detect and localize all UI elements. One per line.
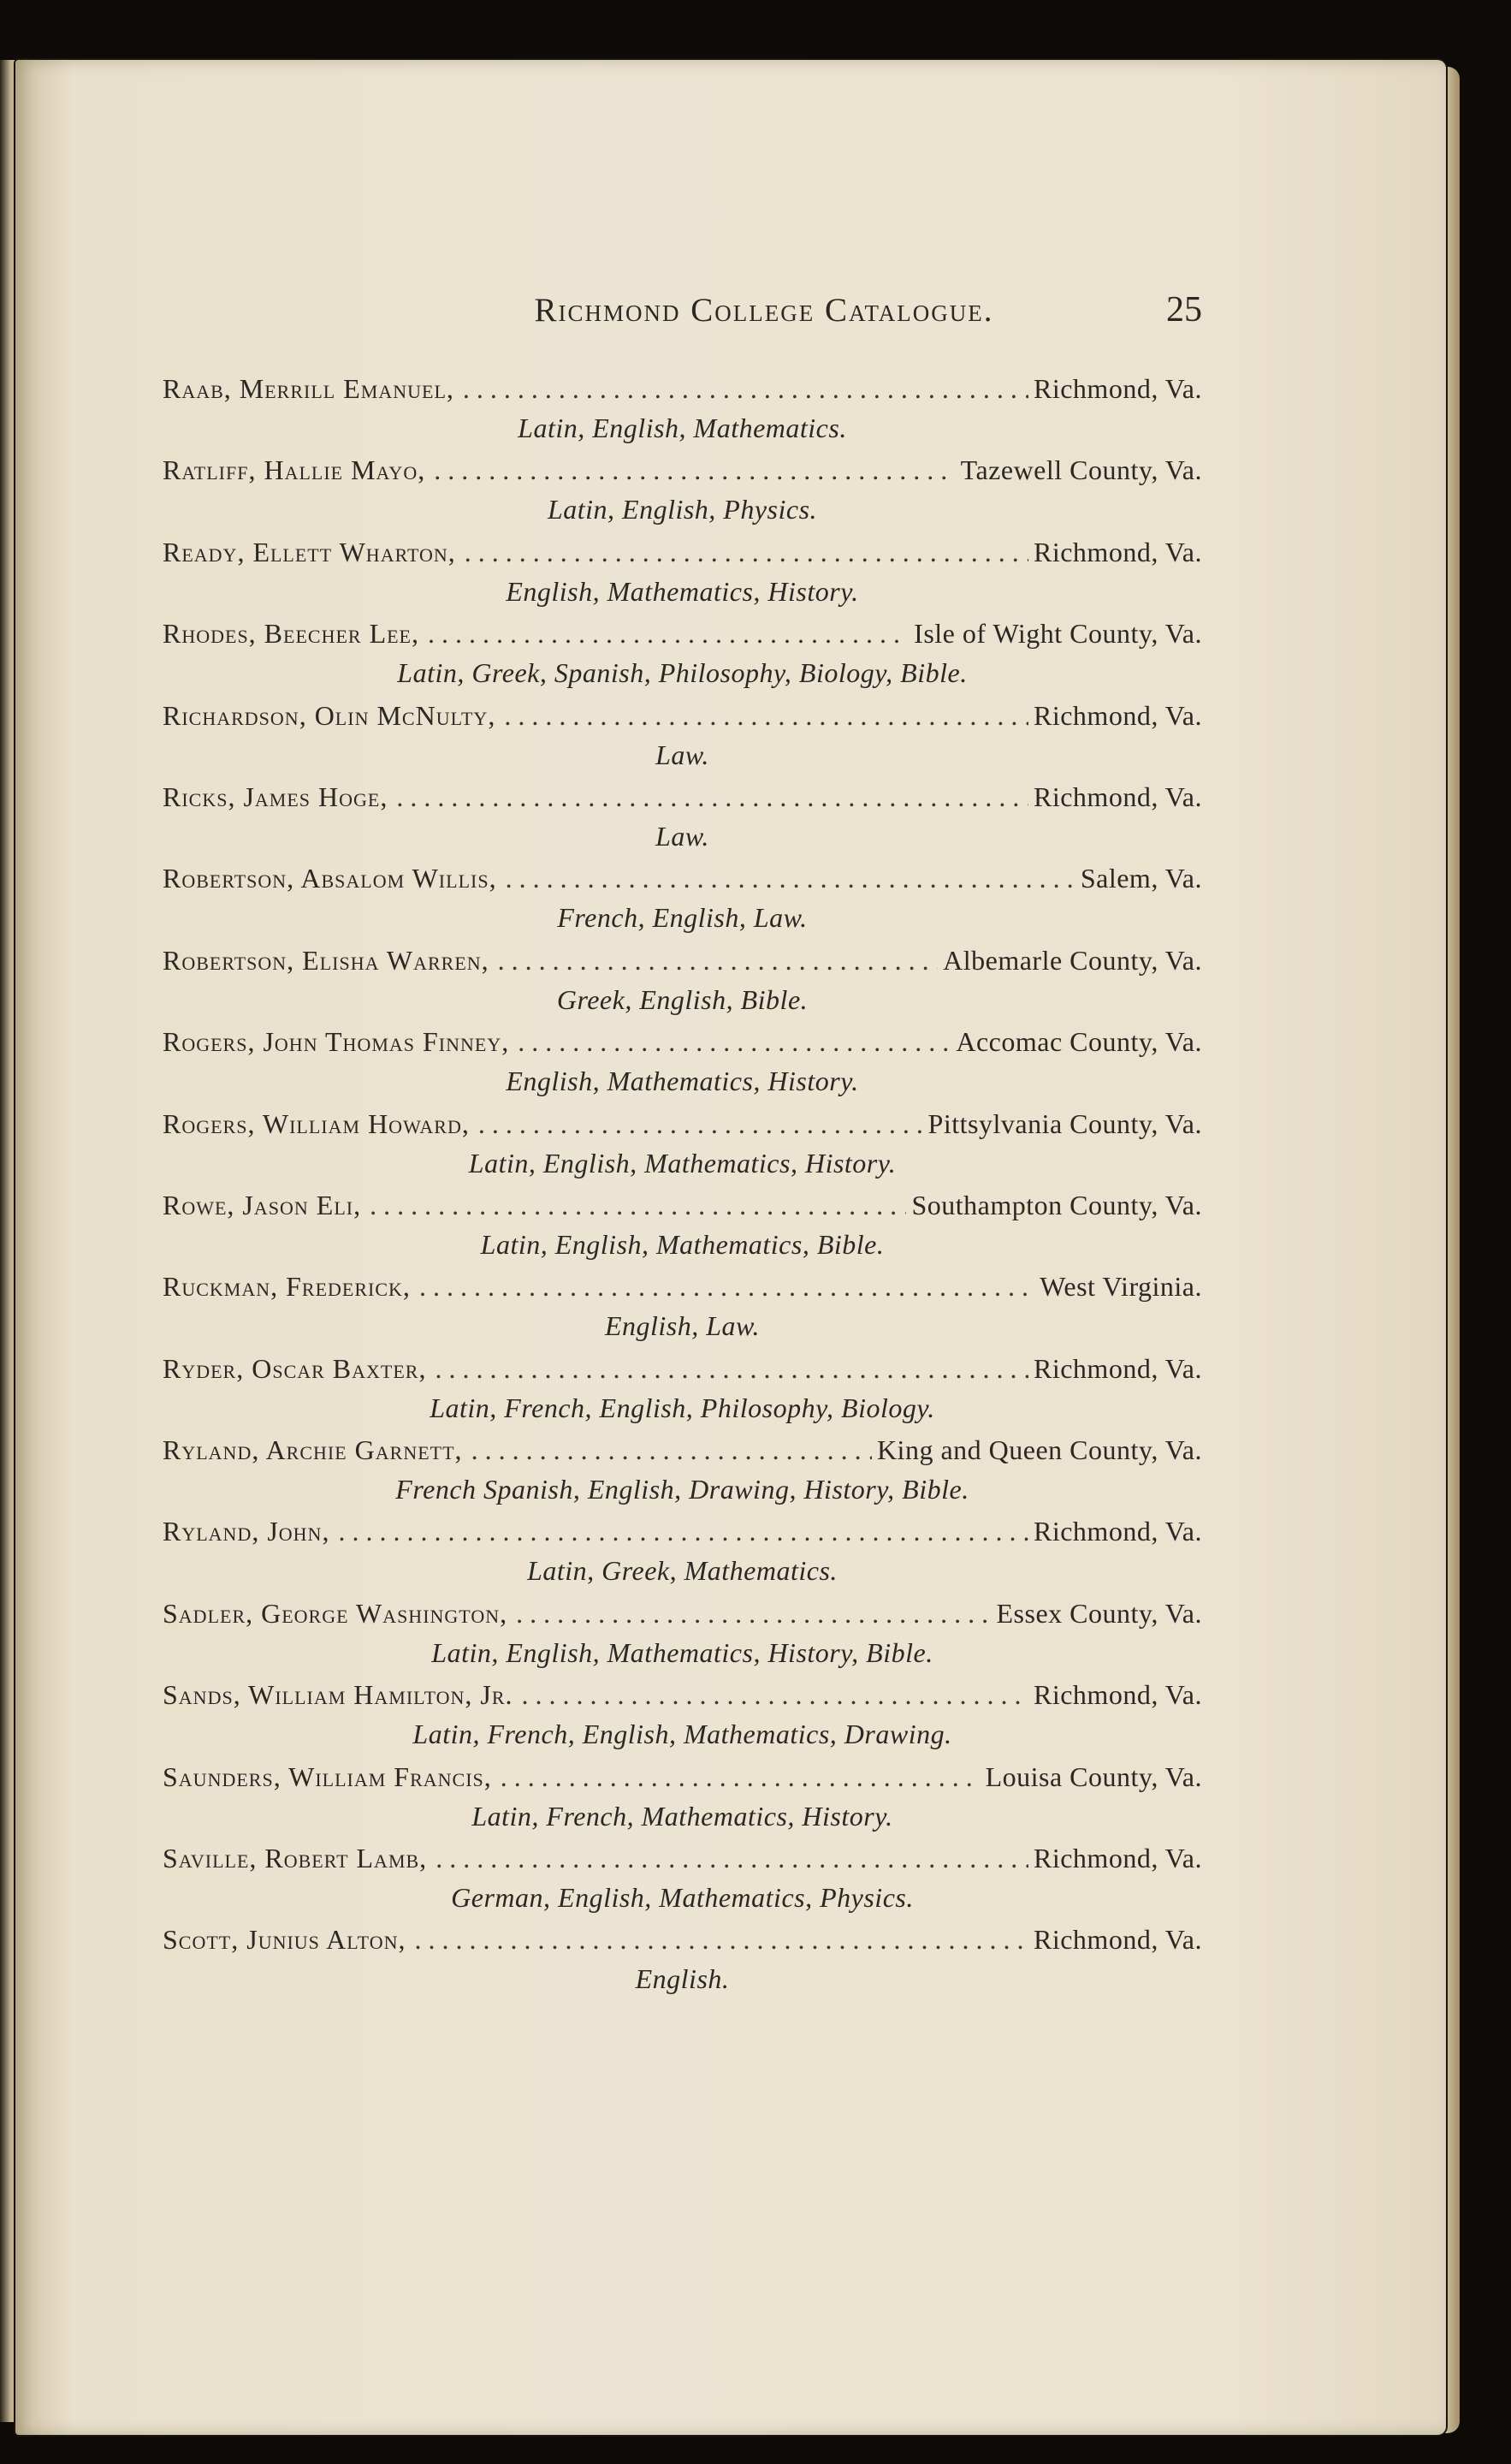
entry-line <box>163 618 1202 657</box>
hometown: Albemarle County, Va. <box>943 944 1202 976</box>
entry-line <box>163 781 1202 821</box>
entry-line <box>163 537 1202 576</box>
courses-taken: French Spanish, English, Drawing, History, Bible. <box>395 1474 969 1505</box>
dot-leader <box>506 863 1075 894</box>
dot-leader <box>463 373 1028 405</box>
dot-leader <box>415 1924 1028 1956</box>
hometown: Richmond, Va. <box>1033 1352 1202 1384</box>
student-name: Scott, Junius Alton, <box>163 1924 406 1956</box>
student-entry <box>163 454 1202 536</box>
student-entry <box>163 1271 1202 1352</box>
entry-line <box>163 1761 1202 1801</box>
entry-line <box>163 1026 1202 1066</box>
dot-leader <box>471 1434 872 1466</box>
courses-taken: German, English, Mathematics, Physics. <box>451 1882 914 1914</box>
courses-taken: Latin, Greek, Mathematics. <box>527 1555 838 1587</box>
student-entry <box>163 1516 1202 1597</box>
dot-leader <box>436 1843 1028 1874</box>
hometown: Isle of Wight County, Va. <box>914 618 1202 650</box>
courses-taken: Greek, English, Bible. <box>556 983 809 1015</box>
entry-line <box>163 1843 1202 1882</box>
student-entry <box>163 1026 1202 1107</box>
dot-leader <box>370 1190 906 1221</box>
hometown: Richmond, Va. <box>1033 1924 1202 1956</box>
hometown: Richmond, Va. <box>1033 1679 1202 1711</box>
dot-leader <box>338 1516 1028 1547</box>
student-entry <box>163 700 1202 781</box>
hometown: Richmond, Va. <box>1033 1843 1202 1874</box>
courses-taken: English, Mathematics, History. <box>506 1066 859 1097</box>
hometown: West Virginia. <box>1040 1271 1202 1303</box>
student-name: Ryland, Archie Garnett, <box>163 1434 463 1466</box>
courses-taken: Latin, English, Mathematics, Bible. <box>480 1228 885 1260</box>
student-name: Ricks, James Hoge, <box>163 781 388 812</box>
student-entry <box>163 1924 1202 2005</box>
dot-leader <box>516 1598 991 1630</box>
hometown: Louisa County, Va. <box>985 1760 1202 1792</box>
courses-taken: Law. <box>655 739 709 770</box>
entry-line <box>163 373 1202 413</box>
entry-line <box>163 1516 1202 1555</box>
dot-leader <box>504 700 1028 732</box>
student-name: Raab, Merrill Emanuel, <box>163 373 454 404</box>
student-entry <box>163 1353 1202 1434</box>
hometown: Essex County, Va. <box>996 1597 1202 1629</box>
dot-leader <box>518 1026 951 1058</box>
student-entry <box>163 1434 1202 1516</box>
hometown: Richmond, Va. <box>1033 1516 1202 1547</box>
student-name: Sands, William Hamilton, Jr. <box>163 1679 513 1711</box>
entry-line <box>163 863 1202 902</box>
student-name: Robertson, Elisha Warren, <box>163 944 489 976</box>
entry-line <box>163 700 1202 739</box>
courses-taken: French, English, Law. <box>557 902 808 934</box>
student-entry <box>163 1598 1202 1679</box>
student-name: Rhodes, Beecher Lee, <box>163 618 419 650</box>
student-entry <box>163 863 1202 944</box>
entry-line <box>163 1271 1202 1310</box>
student-name: Saunders, William Francis, <box>163 1760 492 1792</box>
student-entry <box>163 537 1202 618</box>
student-entry <box>163 945 1202 1026</box>
student-name: Rowe, Jason Eli, <box>163 1189 362 1220</box>
dot-leader <box>428 618 909 650</box>
hometown: King and Queen County, Va. <box>876 1434 1202 1466</box>
hometown: Richmond, Va. <box>1033 373 1202 404</box>
entry-line <box>163 1598 1202 1637</box>
hometown: Pittsylvania County, Va. <box>927 1107 1202 1139</box>
hometown: Richmond, Va. <box>1033 781 1202 812</box>
student-entry <box>163 373 1202 454</box>
dot-leader <box>434 454 955 486</box>
entry-line <box>163 454 1202 494</box>
courses-taken: Law. <box>655 820 709 852</box>
courses-taken: Latin, English, Mathematics, History, Bible. <box>431 1636 933 1668</box>
entry-line <box>163 1924 1202 1963</box>
hometown: Richmond, Va. <box>1033 536 1202 567</box>
student-name: Saville, Robert Lamb, <box>163 1843 428 1874</box>
hometown: Accomac County, Va. <box>956 1026 1202 1058</box>
courses-taken: Latin, Greek, Spanish, Philosophy, Biology, Bible. <box>397 657 968 689</box>
student-entry <box>163 781 1202 863</box>
student-entry <box>163 1190 1202 1271</box>
dot-leader <box>498 945 938 977</box>
student-name: Ratliff, Hallie Mayo, <box>163 454 426 486</box>
hometown: Salem, Va. <box>1080 863 1202 894</box>
student-name: Ryland, John, <box>163 1516 330 1547</box>
student-name: Robertson, Absalom Willis, <box>163 863 497 894</box>
courses-taken: Latin, English, Physics. <box>547 494 818 525</box>
dot-leader <box>419 1271 1034 1303</box>
dot-leader <box>435 1353 1028 1385</box>
courses-taken: Latin, French, English, Philosophy, Biology. <box>430 1392 935 1423</box>
student-entry <box>163 618 1202 699</box>
courses-taken: Latin, English, Mathematics. <box>518 413 847 443</box>
dot-leader <box>522 1679 1028 1711</box>
student-entry <box>163 1761 1202 1843</box>
student-name: Richardson, Olin McNulty, <box>163 699 496 731</box>
page-number: 25 <box>1166 290 1202 330</box>
courses-taken: English. <box>635 1963 730 1995</box>
dot-leader <box>478 1108 923 1140</box>
entry-line <box>163 945 1202 984</box>
student-entry <box>163 1108 1202 1190</box>
dot-leader <box>396 781 1028 813</box>
entry-line <box>163 1190 1202 1229</box>
courses-taken: Latin, French, English, Mathematics, Drawing. <box>412 1719 952 1750</box>
student-name: Sadler, George Washington, <box>163 1597 508 1629</box>
student-entry <box>163 1843 1202 1924</box>
student-name: Ruckman, Frederick, <box>163 1271 411 1303</box>
dot-leader <box>501 1761 981 1793</box>
courses-taken: Latin, French, Mathematics, History. <box>471 1800 893 1832</box>
student-name: Rogers, John Thomas Finney, <box>163 1026 510 1058</box>
student-name: Ready, Ellett Wharton, <box>163 536 456 567</box>
hometown: Richmond, Va. <box>1033 699 1202 731</box>
entry-line <box>163 1679 1202 1719</box>
hometown: Tazewell County, Va. <box>960 454 1202 486</box>
dot-leader <box>465 537 1028 568</box>
student-name: Ryder, Oscar Baxter, <box>163 1352 427 1384</box>
student-entry <box>163 1679 1202 1760</box>
running-title: Richmond College Catalogue. <box>534 292 994 329</box>
courses-taken: English, Law. <box>604 1310 761 1342</box>
student-name: Rogers, William Howard, <box>163 1107 470 1139</box>
entry-line <box>163 1434 1202 1474</box>
entry-line <box>163 1353 1202 1392</box>
student-list <box>163 373 1202 2006</box>
courses-taken: Latin, English, Mathematics, History. <box>468 1147 897 1179</box>
hometown: Southampton County, Va. <box>911 1189 1202 1220</box>
courses-taken: English, Mathematics, History. <box>506 575 859 607</box>
entry-line <box>163 1108 1202 1148</box>
page-header <box>163 291 1202 342</box>
